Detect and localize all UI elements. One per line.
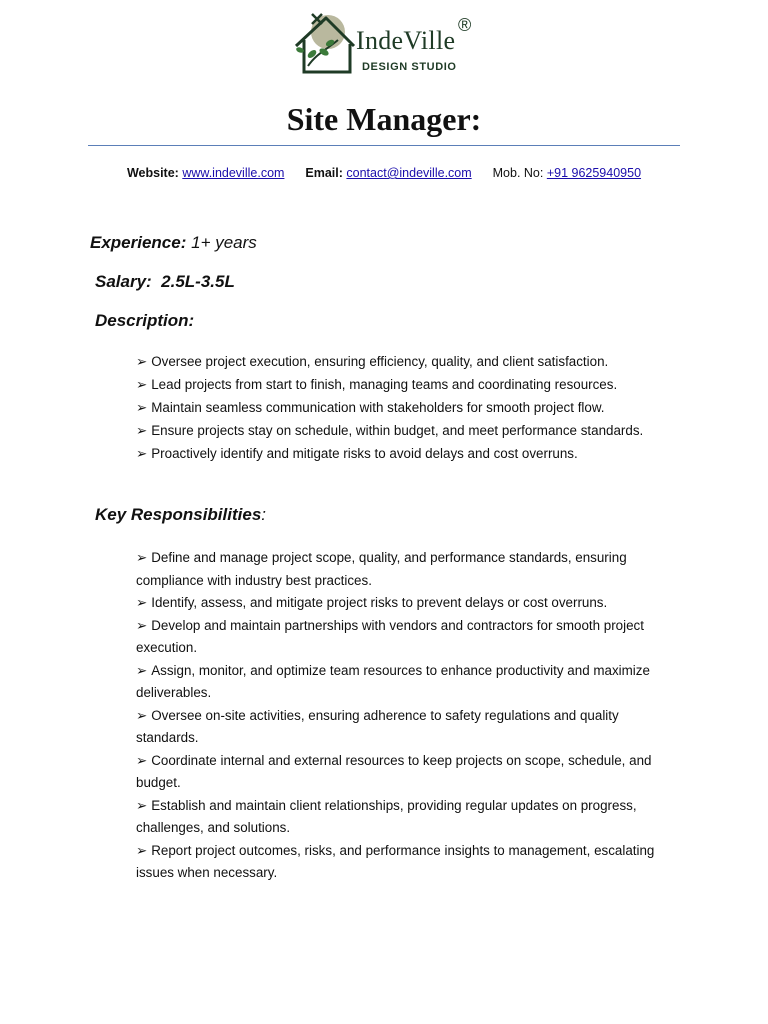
website-group: [127, 166, 284, 180]
list-item: ➢ Ensure projects stay on schedule, within budget, and meet performance standards.: [136, 423, 644, 438]
email-group: [305, 166, 471, 180]
arrow-bullet-icon: ➢: [136, 423, 148, 438]
experience-line: [90, 233, 257, 253]
email-label: Email:: [305, 166, 343, 180]
description-heading: Description:: [95, 311, 195, 330]
list-item: ➢ Oversee on-site activities, ensuring adherence to safety regulations and quality standards.: [136, 707, 619, 745]
email-link[interactable]: contact@indeville.com: [346, 166, 472, 180]
arrow-bullet-icon: ➢: [136, 752, 148, 768]
list-item: ➢ Lead projects from start to finish, managing teams and coordinating resources.: [136, 377, 618, 392]
page-title: Site Manager:: [286, 101, 482, 137]
list-item: ➢ Establish and maintain client relationships, providing regular updates on progress, challenges, and solutions.: [136, 797, 637, 835]
list-item: ➢ Report project outcomes, risks, and performance insights to management, escalating issues when necessary.: [136, 842, 655, 880]
experience-value: 1+ years: [191, 233, 257, 252]
mobile-label: Mob. No:: [492, 166, 544, 180]
arrow-bullet-icon: ➢: [136, 354, 148, 369]
list-item: ➢ Assign, monitor, and optimize team resources to enhance productivity and maximize deliverables.: [136, 662, 650, 700]
arrow-bullet-icon: ➢: [136, 662, 148, 678]
brand-name: IndeVille: [356, 26, 456, 55]
list-item: ➢ Develop and maintain partnerships with vendors and contractors for smooth project execution.: [136, 617, 644, 655]
registered-mark: ®: [458, 15, 472, 35]
arrow-bullet-icon: ➢: [136, 377, 148, 392]
arrow-bullet-icon: ➢: [136, 446, 148, 461]
responsibilities-list: [136, 547, 681, 885]
list-item: ➢ Coordinate internal and external resources to keep projects on scope, schedule, and budget.: [136, 752, 652, 790]
list-item: ➢ Oversee project execution, ensuring efficiency, quality, and client satisfaction.: [136, 354, 609, 369]
arrow-bullet-icon: ➢: [136, 595, 148, 610]
description-list: [136, 350, 696, 465]
arrow-bullet-icon: ➢: [136, 707, 148, 723]
website-link[interactable]: www.indeville.com: [182, 166, 285, 180]
arrow-bullet-icon: ➢: [136, 617, 148, 633]
mobile-link[interactable]: +91 9625940950: [546, 166, 642, 180]
list-item: ➢ Identify, assess, and mitigate project risks to prevent delays or cost overruns.: [136, 595, 608, 610]
list-item: ➢ Define and manage project scope, quality, and performance standards, ensuring compliance with industry best practices.: [136, 550, 627, 588]
list-item: ➢ Proactively identify and mitigate risks to avoid delays and cost overruns.: [136, 446, 578, 461]
salary-line: [95, 272, 235, 292]
website-label: Website:: [126, 166, 179, 180]
salary-value: 2.5L-3.5L: [161, 272, 235, 291]
arrow-bullet-icon: ➢: [136, 400, 148, 415]
mobile-group: [493, 166, 641, 180]
list-item: ➢ Maintain seamless communication with stakeholders for smooth project flow.: [136, 400, 605, 415]
company-logo: [290, 10, 485, 78]
arrow-bullet-icon: ➢: [136, 797, 148, 813]
arrow-bullet-icon: ➢: [136, 550, 148, 565]
responsibilities-heading: Key Responsibilities:: [95, 505, 267, 524]
salary-label: Salary:: [95, 272, 152, 291]
brand-subtitle: DESIGN STUDIO: [362, 61, 457, 73]
arrow-bullet-icon: ➢: [136, 842, 148, 858]
experience-label: Experience:: [90, 233, 187, 252]
house-leaf-logo-icon: [290, 10, 360, 78]
title-divider: [88, 145, 680, 146]
contact-line: [0, 166, 768, 180]
